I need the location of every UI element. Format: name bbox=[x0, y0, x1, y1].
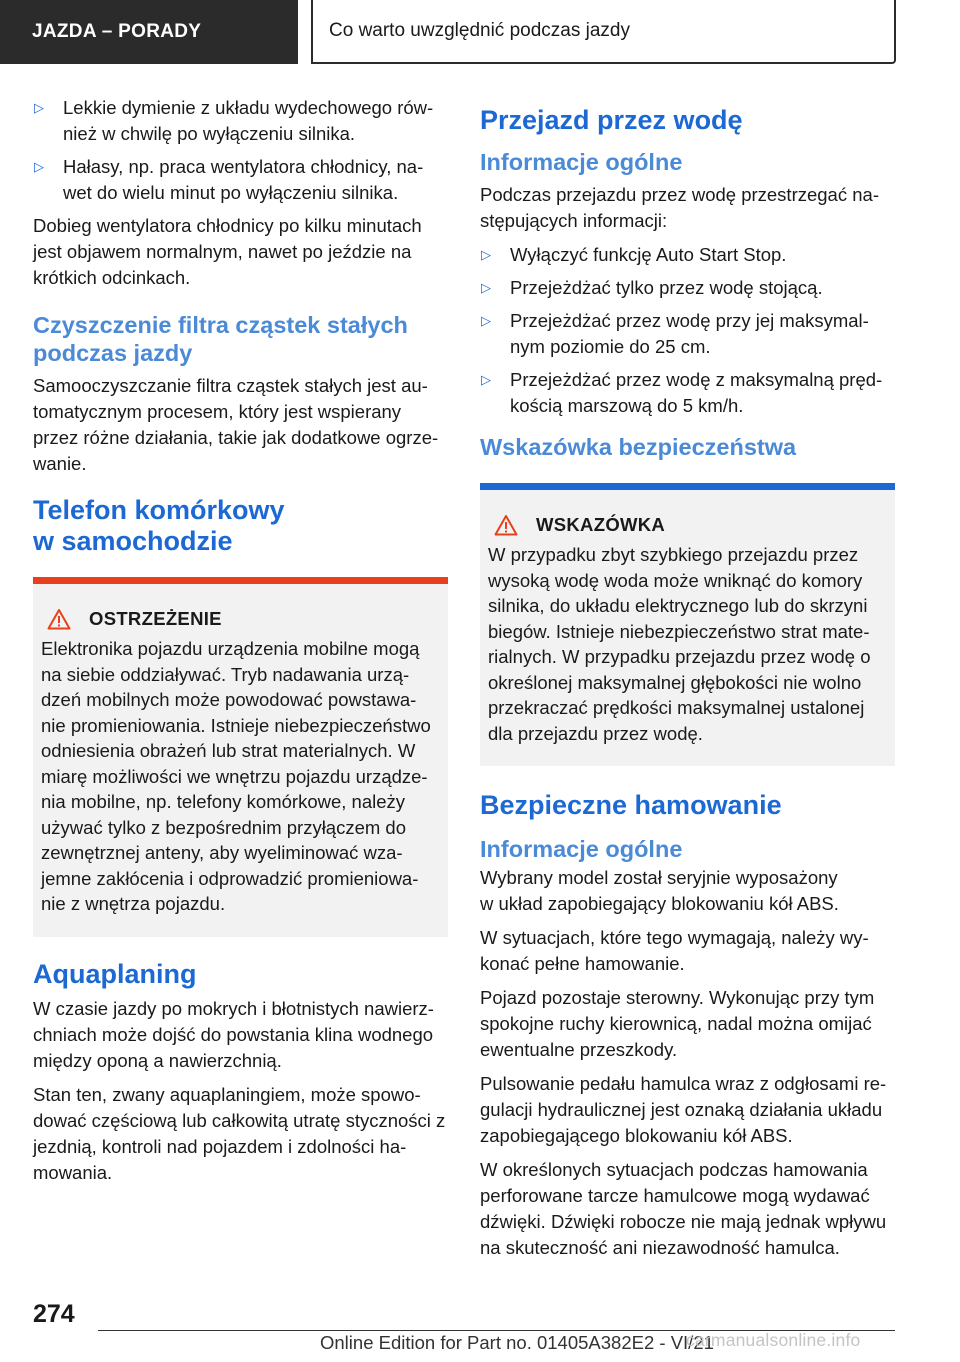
paragraph: Wybrany model został seryjnie wyposażony w układ zapobiegający blokowaniu kół ABS. bbox=[480, 867, 839, 914]
paragraph: Pojazd pozostaje sterowny. Wykonując przy tym spokojne ruchy kierownicą, nadal można omijać ewentualne przeszkody. bbox=[480, 987, 875, 1060]
bullet-triangle-icon: ▷ bbox=[481, 280, 491, 295]
aquaplaning-heading: Aquaplaning bbox=[33, 958, 197, 989]
warning-triangle-icon bbox=[47, 608, 71, 630]
section-tab bbox=[0, 0, 298, 64]
paragraph: W określonych sytuacjach podczas hamowania perforowane tarcze hamulcowe mogą wydawać dźwięki. Dźwięki robocze nie mają jednak wpływu na skuteczność ani niezawodność hamulca. bbox=[480, 1159, 887, 1258]
bullet-triangle-icon: ▷ bbox=[34, 100, 44, 115]
chapter-title: Co warto uwzględnić podczas jazdy bbox=[329, 20, 630, 41]
bullet-triangle-icon: ▷ bbox=[481, 247, 491, 262]
list-item-text: Przejeżdżać przez wodę z maksymalną pręd- kością marszową do 5 km/h. bbox=[510, 369, 883, 416]
water-general-heading: Informacje ogólne bbox=[480, 149, 683, 175]
list-item bbox=[480, 367, 895, 419]
left-column bbox=[33, 95, 448, 1194]
list-item bbox=[33, 154, 448, 206]
watermark: carmanualsonline.info bbox=[686, 1330, 861, 1350]
notice-text: W przypadku zbyt szybkiego przejazdu przez wysoką wodę woda może wniknąć do komory silnika, do układu elektrycznego lub do skrzyni biegów. Istnieje niebezpieczeństwo strat mate- rialnych. W przypadku przejazdu przez wodę o określonej maksymalnej głębokości nie wolno przekraczać prędkości maksymalnej ustalonej dla przejazdu przez wodę. bbox=[488, 544, 871, 744]
list-item-text: Wyłączyć funkcję Auto Start Stop. bbox=[510, 244, 787, 265]
paragraph: Stan ten, zwany aquaplaningiem, może spowo- dować częściową lub całkowitą utratę styczności z jezdnią, kontroli nad pojazdem i zdolności ha- mowania. bbox=[33, 1083, 446, 1183]
list-item bbox=[480, 275, 895, 301]
list-item-text: Hałasy, np. praca wentylatora chłodnicy, na- wet do wielu minut po wyłączeniu silnika. bbox=[63, 156, 424, 203]
list-item bbox=[33, 95, 448, 147]
warning-box bbox=[33, 577, 448, 937]
paragraph: Podczas przejazdu przez wodę przestrzegać na- stępujących informacji: bbox=[480, 184, 879, 231]
page-number: 274 bbox=[33, 1300, 75, 1328]
paragraph: Pulsowanie pedału hamulca wraz z odgłosami re- gulacji hydraulicznej jest oznaką działania układu zapobiegającego blokowaniu kół ABS. bbox=[480, 1073, 887, 1146]
list-item bbox=[480, 308, 895, 360]
paragraph: W sytuacjach, które tego wymagają, należy wy- konać pełne hamowanie. bbox=[480, 927, 869, 974]
filter-heading: Czyszczenie filtra cząstek stałych podczas jazdy bbox=[33, 312, 408, 366]
notice-title: WSKAZÓWKA bbox=[536, 514, 666, 535]
list-item-text: Przejeżdżać tylko przez wodę stojącą. bbox=[510, 277, 823, 298]
bullet-triangle-icon: ▷ bbox=[481, 313, 491, 328]
braking-heading: Bezpieczne hamowanie bbox=[480, 790, 782, 820]
list-item-text: Przejeżdżać przez wodę przy jej maksymal- nym poziomie do 25 cm. bbox=[510, 310, 869, 357]
braking-general-heading: Informacje ogólne bbox=[480, 836, 683, 862]
warning-title: OSTRZEŻENIE bbox=[89, 608, 222, 629]
warning-triangle-icon bbox=[494, 514, 518, 536]
notice-box bbox=[480, 483, 895, 766]
warning-text: Elektronika pojazdu urządzenia mobilne mogą na siebie oddziaływać. Tryb nadawania urzą- dzeń mobilnych może powodować powstawa- nie promieniowania. Istnieje niebezpieczeństwo odniesienia obrażeń lub strat materialnych. W miarę możliwości we wnętrzu pojazdu urządze- nia mobilne, np. telefony komórkowe, należy używać tylko z bezpośrednim przyłączem do zewnętrznej anteny, aby wyeliminować wza- jemne zakłócenia i odprowadzić promieniowa- nie z wnętrza pojazdu. bbox=[41, 638, 431, 914]
water-heading: Przejazd przez wodę bbox=[480, 105, 743, 135]
list-item bbox=[480, 242, 895, 268]
list-item-text: Lekkie dymienie z układu wydechowego rów- nież w chwilę po wyłączeniu silnika. bbox=[63, 97, 434, 144]
bullet-triangle-icon: ▷ bbox=[481, 372, 491, 387]
bullet-triangle-icon: ▷ bbox=[34, 159, 44, 174]
paragraph: Samooczyszczanie filtra cząstek stałych jest au- tomatycznym procesem, który jest wspierany przez różne działania, takie jak dodatkowe ogrze- wanie. bbox=[33, 375, 439, 474]
right-column bbox=[480, 95, 895, 1269]
phone-heading: Telefon komórkowy w samochodzie bbox=[33, 495, 285, 556]
paragraph: W czasie jazdy po mokrych i błotnistych nawierz- chniach może dojść do powstania klina wodnego między oponą a nawierzchnią. bbox=[33, 997, 434, 1071]
safety-heading: Wskazówka bezpieczeństwa bbox=[480, 434, 797, 460]
paragraph: Dobieg wentylatora chłodnicy po kilku minutach jest objawem normalnym, nawet po jeździe na krótkich odcinkach. bbox=[33, 215, 422, 288]
section-title: JAZDA – PORADY bbox=[32, 21, 202, 42]
chapter-tab bbox=[311, 0, 896, 64]
edition-text: Online Edition for Part no. 01405A382E2 - VI/21 bbox=[320, 1332, 714, 1353]
